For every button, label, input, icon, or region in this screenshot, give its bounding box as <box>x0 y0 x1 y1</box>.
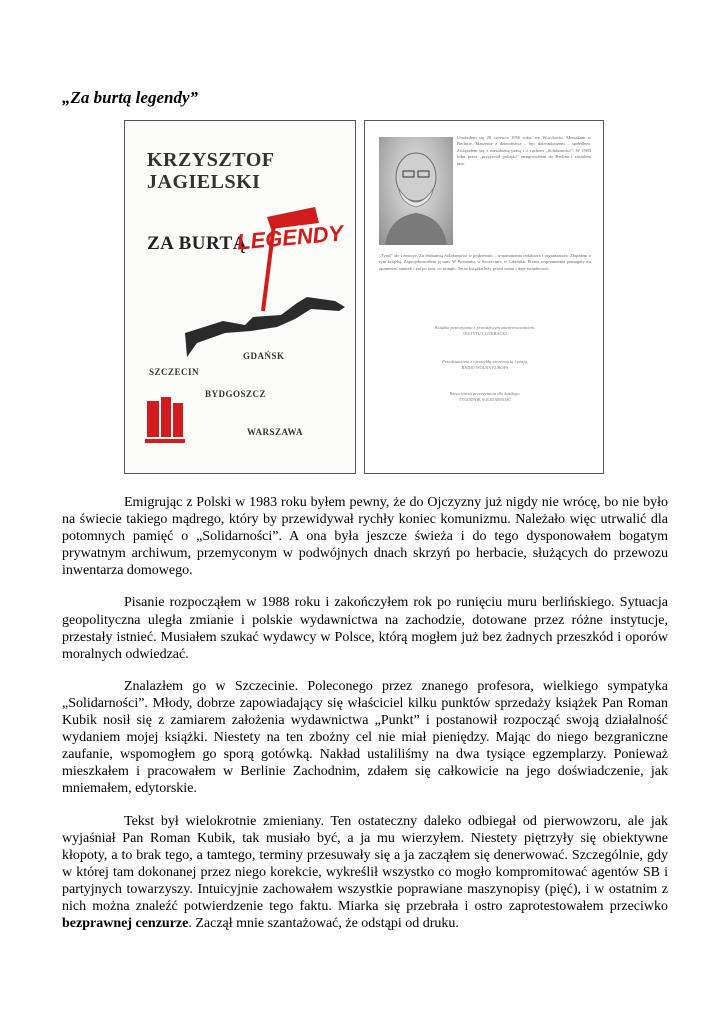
review-source: TYGODNIK SOLIDARNOŚĆ <box>458 397 512 403</box>
paragraph-text: . Zaczął mnie szantażować, że odstąpi od druku. <box>188 916 459 932</box>
author-bio: Urodziłem się 28 czerwca 1956 roku, we Wrocławiu. Mieszkam w Berlinie. Marzenie z dzieciństwa – być dziennikarzem – spełniłem. Związałem się z niezależną prasą i z ruchem „Solidarności”. W 1983 roku przez „przyjaciół polityki” emigrowałem do Berlina i zostałem tam. <box>457 135 591 166</box>
page-title: „Za burtą legendy” <box>62 88 198 107</box>
paragraph: Znalazłem go w Szczecinie. Poleconego przez znanego profesora, wielkiego sympatyka „Solidarności”. Młody, dobrze zapowiadający się właściciel kilku punktów sprzedaży książek Pan Roman Kubik nosił się z zamiarem założenia wydawnictwa „Punkt” i postanowił rozpocząć swoją działalność wydaniem mojej książki. Niestety na ten zbożny cel nie miał pieniędzy. Mając do niego bezgraniczne zaufanie, wspomogłem go sporą gotówką. Nakład ustaliliśmy na dwa tysiące egzemplarzy. Ponieważ mieszkałem i pracowałem w Berlinie Zachodnim, zdałem się całkowicie na jego doświadczenie, jak mniemałem, edytorskie. <box>62 678 668 797</box>
city-label: WARSZAWA <box>247 427 304 437</box>
review-source: INSTYTUT LITERACKI <box>463 331 507 337</box>
cover-title-legend: LEGENDY <box>236 220 345 255</box>
front-cover <box>124 120 356 474</box>
review-quote: Książka przeczytana z prawdziwym zainteresowaniem. INSTYTUT LITERACKI <box>379 325 591 337</box>
review-quote: Przedstawiona z niezwykłą szczerością i pasją. RADIO WOLNA EUROPA <box>379 359 591 371</box>
book-covers-figure <box>124 120 604 474</box>
emblem-base <box>145 439 185 443</box>
bold-phrase: bezprawnej cenzurze <box>62 916 189 932</box>
paragraph-text: Tekst był wielokrotnie zmieniany. Ten ostateczny daleko odbiegał od pierwowzoru, ale jak wyjaśniał Pan Roman Kubik, tak musiało być, a ja mu wierzyłem. Niestety piętrzyły się obiektywne kłopoty, a to brak tego, a tamtego, terminy przesuwały się a ja zacząłem się denerwować. Szczególnie, gdy w której tam dokonanej przez niego korekcie, wykreślił wszystko co mogło kompromitować agentów SB i partyjnych towarzyszy. Intuicyjnie zachowałem wszystkie poprawiane maszynopisy (pięć), i w ostatnim z nich można znaleźć potwierdzenie tego faktu. Miarka się przebrała i ostro zaprotestowałem przeciwko <box>62 813 668 914</box>
author-first-name: KRZYSZTOF <box>147 149 275 171</box>
body-text <box>62 494 668 947</box>
back-cover <box>364 120 604 474</box>
cover-author <box>147 149 275 193</box>
city-label: BYDGOSZCZ <box>205 389 267 399</box>
paragraph: Emigrując z Polski w 1983 roku byłem pewny, że do Ojczyzny już nigdy nie wrócę, bo nie było na świecie takiego mądrego, który by przewidywał rychły koniec komunizmu. Należało więc utrwalić dla potomnych pamięć o „Solidarności”. A ona była jeszcze świeża i do tego dysponowałem bogatym prywatnym archiwum, przemyconym w podwójnych dnach skrzyń po herbacie, służących do przewozu inwentarza domowego. <box>62 495 668 579</box>
author-last-name: JAGIELSKI <box>147 171 261 193</box>
author-photo <box>379 137 453 245</box>
review-source: RADIO WOLNA EUROPA <box>461 365 509 371</box>
paragraph: Pisanie rozpocząłem w 1988 roku i zakończyłem rok po runięciu muru berlińskiego. Sytuacja geopolityczna uległa zmianie i polskie wydawnictwa na zachodzie, dotowane przez różne instytucje, przestały istnieć. Musiałem szukać wydawcy w Polsce, którą mogłem już bez żadnych przeszkód i oporów moralnych odwiedzać. <box>62 595 668 662</box>
author-bio-continued: „Tytuł” ale i emocje. Za drukarnią Solidarności w podziemiu – wspomnienia redaktora i organizatora. Złapałem o tym książkę. Zaprojektowałem ją sam. W Poznaniu, w Szczecinie, w Gdańsku. Pisane wspomnienia pomagały mi opanować smutek i żal po tym, co minęło. Teraz książka leży przed wami i daje świadectwo. <box>379 253 591 271</box>
emblem-bar-2 <box>161 397 171 437</box>
emblem-bar-1 <box>147 401 159 437</box>
city-label: SZCZECIN <box>149 367 200 377</box>
city-label: GDAŃSK <box>243 351 285 361</box>
paragraph <box>62 813 668 933</box>
emblem-bar-3 <box>173 403 183 437</box>
review-quote: Rzecz warta przeczytania dla każdego. TYGODNIK SOLIDARNOŚĆ <box>379 391 591 403</box>
cover-title: ZA BURTĄ <box>147 233 247 254</box>
